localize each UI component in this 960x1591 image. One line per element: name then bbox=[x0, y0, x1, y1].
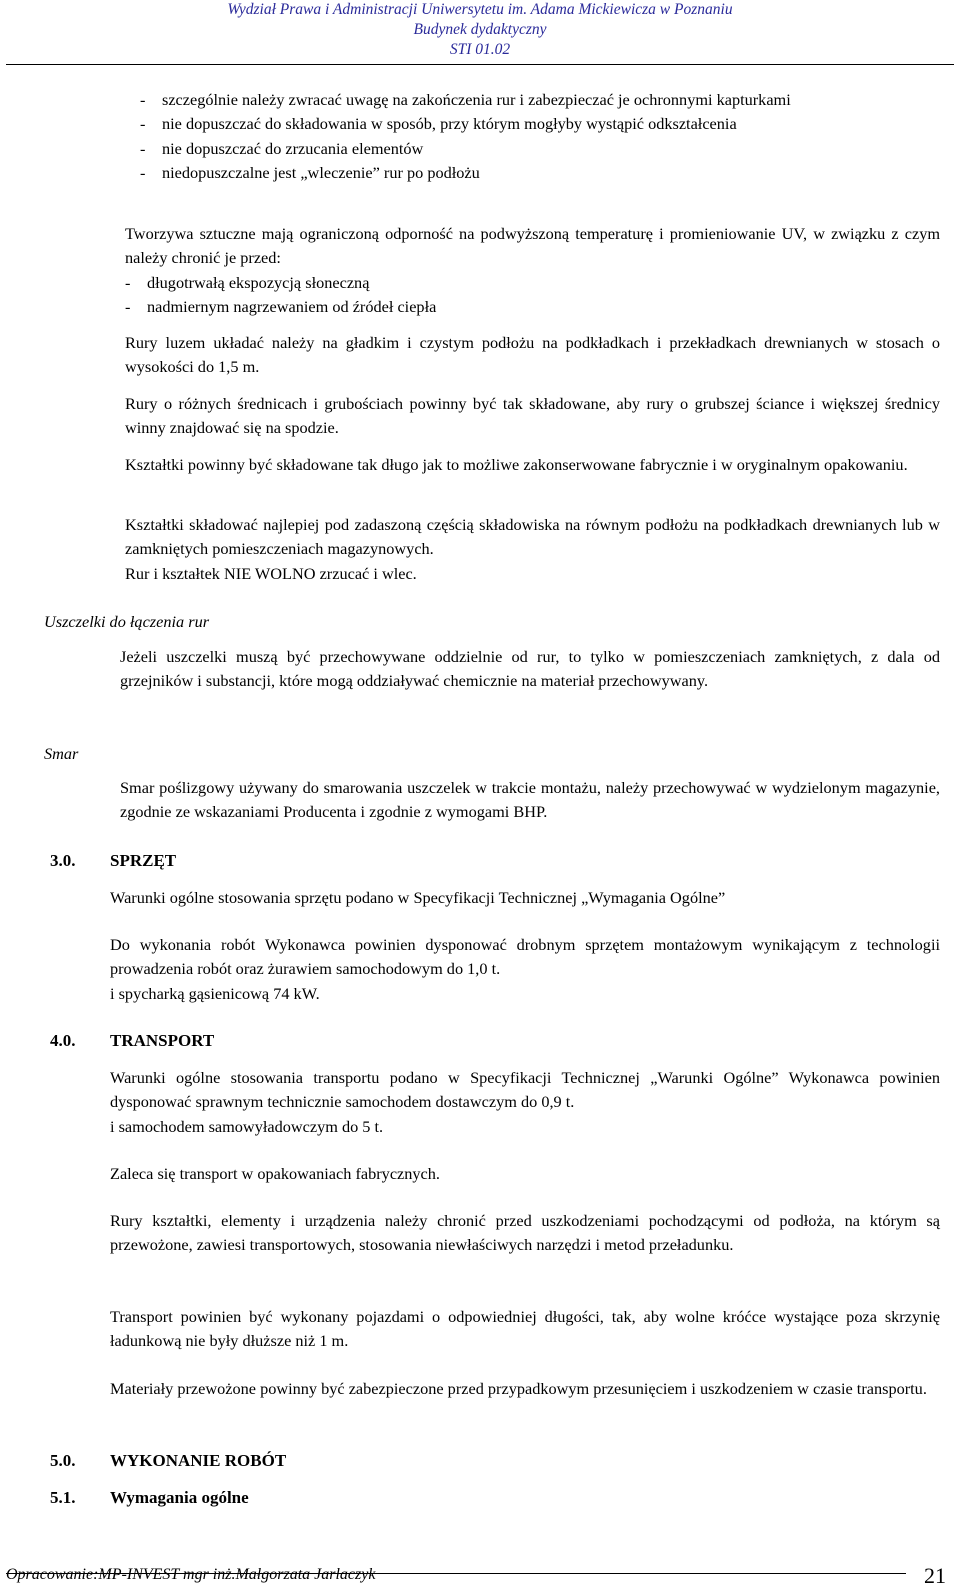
page-header bbox=[0, 0, 960, 60]
storage-dash-list bbox=[140, 88, 940, 185]
lubricant-heading: Smar bbox=[44, 744, 79, 763]
section-heading-execution: 5.0. WYKONANIE ROBÓT bbox=[50, 1451, 287, 1470]
paragraph: Zaleca się transport w opakowaniach fabrycznych. bbox=[110, 1164, 440, 1183]
plastics-intro: Tworzywa sztuczne mają ograniczoną odporność na podwyższoną temperaturę i promieniowanie UV, w związku z czym należy chronić je przed: bbox=[125, 224, 940, 268]
paragraph: Warunki ogólne stosowania sprzętu podano w Specyfikacji Technicznej „Wymagania Ogólne” bbox=[110, 888, 726, 907]
paragraph: Rury kształtki, elementy i urządzenia należy chronić przed uszkodzeniami pochodzącymi od podłoża, na którym są przewożone, zawiesi transportowych, stosowania niewłaściwych narzędzi i metod przeładunku. bbox=[110, 1211, 940, 1255]
paragraph: Kształtki składować najlepiej pod zadaszoną częścią składowiska na równym podłożu na podkładkach drewnianych lub w zamkniętych pomieszczeniach magazynowych. Rur i kształtek NIE WOLNO zrzucać i wlec. bbox=[125, 515, 940, 583]
paragraph: Do wykonania robót Wykonawca powinien dysponować drobnym sprzętem montażowym wynikającym z technologii prowadzenia robót oraz żurawiem samochodowym do 1,0 t. i spycharką gąsienicową 74 kW. bbox=[110, 935, 940, 1003]
list-item: - szczególnie należy zwracać uwagę na zakończenia rur i zabezpieczać je ochronnymi kapturkami bbox=[140, 90, 791, 109]
header-spec-code: STI 01.02 bbox=[449, 41, 511, 58]
page-number: 21 bbox=[924, 1563, 946, 1588]
footer-author: Opracowanie:MP-INVEST mgr inż.Małgorzata Jarlaczyk bbox=[6, 1566, 376, 1583]
list-item: - nie dopuszczać do składowania w sposób, przy którym mogłyby wystąpić odkształcenia bbox=[140, 114, 737, 134]
paragraph: Warunki ogólne stosowania transportu podano w Specyfikacji Technicznej „Warunki Ogólne” Wykonawca powinien dysponować sprawnym technicznie samochodem dostawczym do 0,9 t. i samochodem samowyładowczym do 5 t. bbox=[110, 1068, 940, 1136]
list-item: - nie dopuszczać do zrzucania elementów bbox=[140, 138, 424, 158]
section-heading-equipment: 3.0. SPRZĘT bbox=[50, 851, 177, 870]
paragraph: Rury o różnych średnicach i grubościach powinny być tak składowane, aby rury o grubszej ściance i większej średnicy winny znajdować się na spodzie. bbox=[125, 394, 940, 438]
paragraph: Materiały przewożone powinny być zabezpieczone przed przypadkowym przesunięciem i uszkodzeniem w czasie transportu. bbox=[110, 1379, 927, 1398]
header-rule bbox=[6, 64, 954, 65]
paragraph: Kształtki powinny być składowane tak długo jak to możliwe zakonserwowane fabrycznie i w oryginalnym opakowaniu. bbox=[125, 455, 908, 474]
list-item: - długotrwałą ekspozycją słoneczną bbox=[125, 272, 370, 292]
header-building: Budynek dydaktyczny bbox=[413, 21, 547, 38]
list-item: - nadmiernym nagrzewaniem od źródeł ciepła bbox=[125, 296, 437, 316]
seals-heading: Uszczelki do łączenia rur bbox=[44, 612, 210, 631]
plastics-block bbox=[125, 222, 940, 319]
header-institution: Wydział Prawa i Administracji Uniwersytetu im. Adama Mickiewicza w Poznaniu bbox=[227, 1, 733, 18]
subsection-heading-general: 5.1. Wymagania ogólne bbox=[50, 1488, 249, 1507]
list-item: - niedopuszczalne jest „wleczenie” rur po podłożu bbox=[140, 162, 480, 182]
section-heading-transport: 4.0. TRANSPORT bbox=[50, 1031, 215, 1050]
lubricant-text: Smar poślizgowy używany do smarowania uszczelek w trakcie montażu, należy przechowywać w wydzielonym magazynie, zgodnie ze wskazaniami Producenta i zgodnie z wymogami BHP. bbox=[120, 778, 940, 822]
paragraph: Transport powinien być wykonany pojazdami o odpowiedniej długości, tak, aby wolne króćce wystające poza skrzynię ładunkową nie były dłuższe niż 1 m. bbox=[110, 1307, 940, 1351]
paragraph: Rury luzem układać należy na gładkim i czystym podłożu na podkładkach i przekładkach drewnianych w stosach o wysokości do 1,5 m. bbox=[125, 333, 940, 377]
seals-text: Jeżeli uszczelki muszą być przechowywane oddzielnie od rur, to tylko w pomieszczeniach zamkniętych, z dala od grzejników i substancji, które mogą oddziaływać chemicznie na materiał przechowywany. bbox=[120, 647, 940, 691]
